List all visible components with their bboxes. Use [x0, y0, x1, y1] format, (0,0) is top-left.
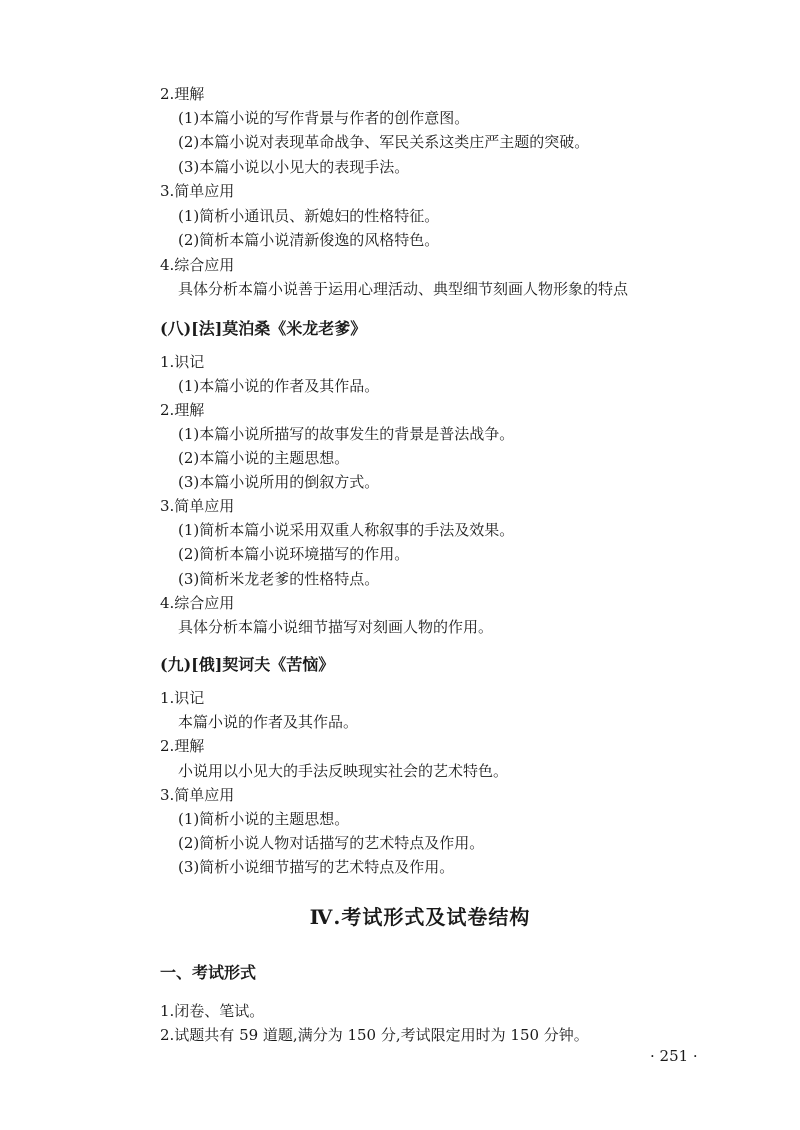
section-7-comprehensive-application-item-1: 具体分析本篇小说善于运用心理活动、典型细节刻画人物形象的特点: [178, 280, 629, 298]
section-9-simple-application-item-2: (2)简析小说人物对话描写的艺术特点及作用。: [178, 834, 485, 852]
section-8-simple-application-item-2: (2)简析本篇小说环境描写的作用。: [178, 545, 410, 563]
section-8-comprehensive-application-item-1: 具体分析本篇小说细节描写对刻画人物的作用。: [178, 618, 494, 636]
section-8-comprehension-item-3: (3)本篇小说所用的倒叙方式。: [178, 473, 380, 491]
section-8-comprehension-item-1: (1)本篇小说所描写的故事发生的背景是普法战争。: [178, 425, 515, 443]
section-7-simple-application-item-2: (2)简析本篇小说清新俊逸的风格特色。: [178, 231, 440, 249]
exam-format-item-1: 1.闭卷、笔试。: [160, 1002, 265, 1020]
section-8-simple-application-label: 3.简单应用: [160, 497, 235, 515]
section-9-simple-application-label: 3.简单应用: [160, 786, 235, 804]
section-8-comprehension-label: 2.理解: [160, 401, 205, 419]
section-8-comprehensive-application-label: 4.综合应用: [160, 594, 235, 612]
page-number: · 251 ·: [650, 1047, 698, 1065]
section-9-memorization-label: 1.识记: [160, 689, 205, 707]
exam-format-item-2: 2.试题共有 59 道题,满分为 150 分,考试限定用时为 150 分钟。: [160, 1026, 589, 1044]
section-8-simple-application-item-3: (3)简析米龙老爹的性格特点。: [178, 570, 380, 588]
section-9-comprehension-label: 2.理解: [160, 737, 205, 755]
section-9-heading: (九)[俄]契诃夫《苦恼》: [160, 655, 335, 674]
section-9-simple-application-item-3: (3)简析小说细节描写的艺术特点及作用。: [178, 858, 455, 876]
section-8-heading: (八)[法]莫泊桑《米龙老爹》: [160, 319, 367, 338]
section-8-memorization-item-1: (1)本篇小说的作者及其作品。: [178, 377, 380, 395]
section-7-comprehension-label: 2.理解: [160, 85, 205, 103]
section-7-comprehensive-application-label: 4.综合应用: [160, 256, 235, 274]
section-7-comprehension-item-2: (2)本篇小说对表现革命战争、军民关系这类庄严主题的突破。: [178, 133, 590, 151]
section-7-simple-application-item-1: (1)简析小通讯员、新媳妇的性格特征。: [178, 207, 440, 225]
section-9-comprehension-item-1: 小说用以小见大的手法反映现实社会的艺术特色。: [178, 762, 509, 780]
section-7-simple-application-label: 3.简单应用: [160, 182, 235, 200]
section-8-simple-application-item-1: (1)简析本篇小说采用双重人称叙事的手法及效果。: [178, 521, 515, 539]
section-1-heading: 一、考试形式: [160, 963, 257, 982]
section-9-simple-application-item-1: (1)简析小说的主题思想。: [178, 810, 350, 828]
section-9-memorization-item-1: 本篇小说的作者及其作品。: [178, 713, 359, 731]
section-8-comprehension-item-2: (2)本篇小说的主题思想。: [178, 449, 350, 467]
section-7-comprehension-item-1: (1)本篇小说的写作背景与作者的创作意图。: [178, 109, 470, 127]
section-8-memorization-label: 1.识记: [160, 353, 205, 371]
part-4-title: Ⅳ.考试形式及试卷结构: [309, 905, 531, 929]
section-7-comprehension-item-3: (3)本篇小说以小见大的表现手法。: [178, 158, 410, 176]
